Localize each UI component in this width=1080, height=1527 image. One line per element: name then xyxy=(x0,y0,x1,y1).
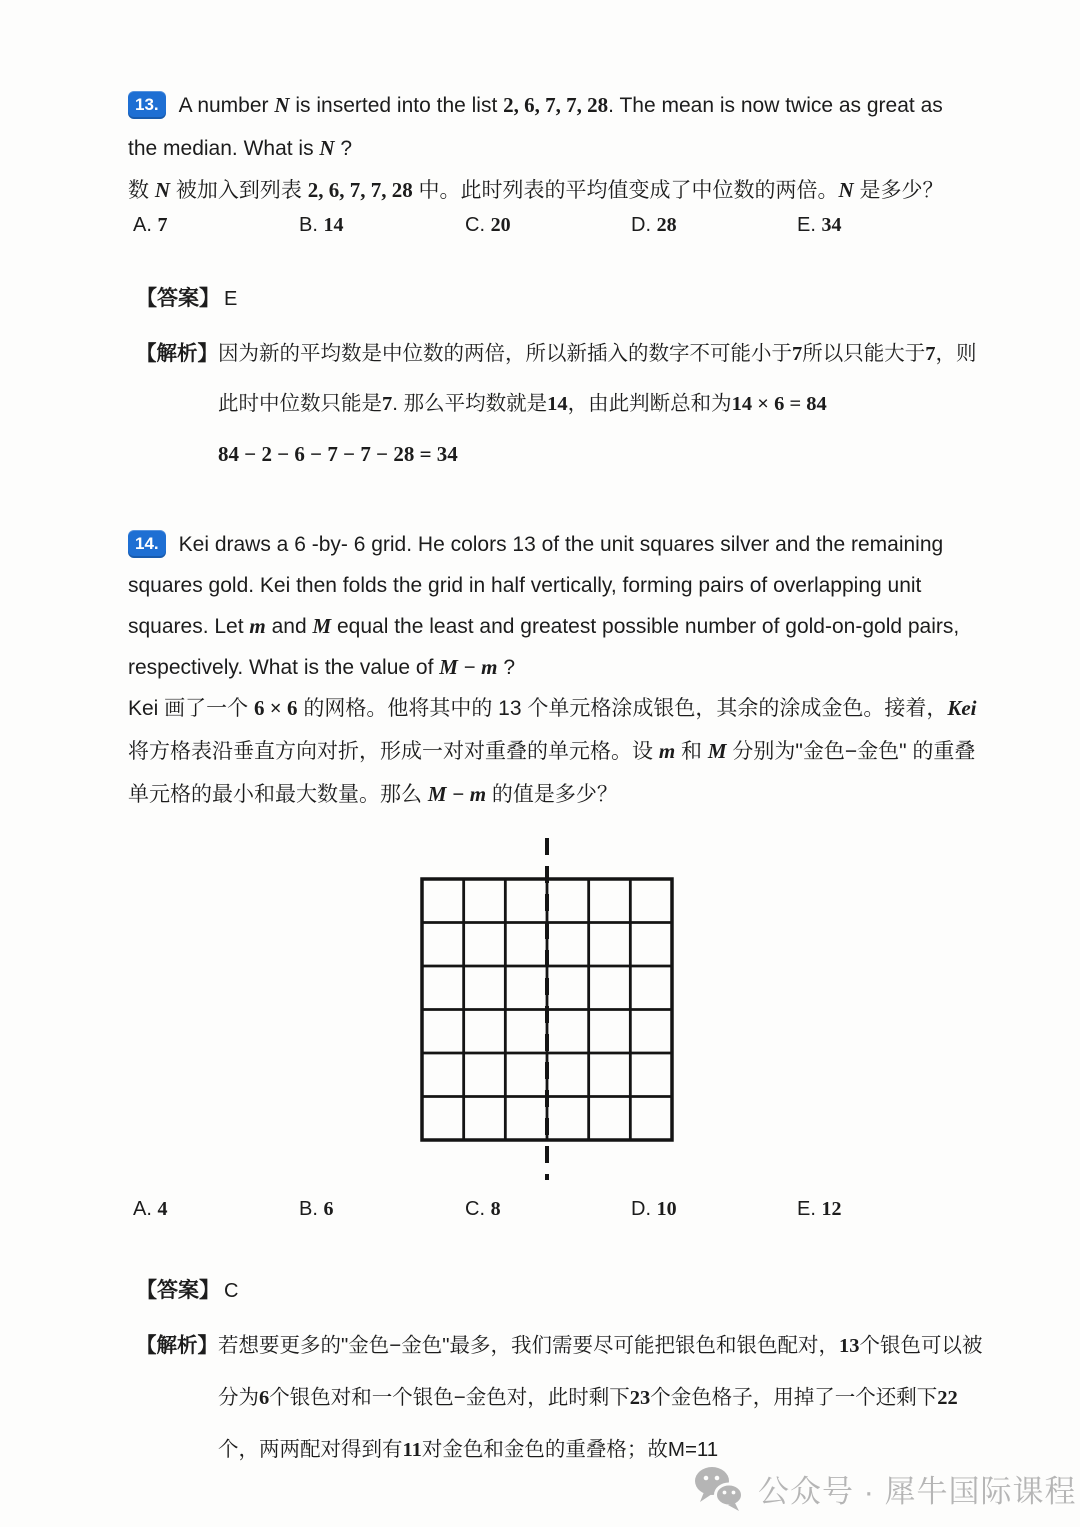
option-letter: C. xyxy=(465,1198,491,1220)
text-run: 和 xyxy=(675,740,708,763)
text-run: equal the least and greatest possible number of gold-on-gold pairs, respectively. What is the value of xyxy=(128,615,960,679)
option-a xyxy=(133,214,299,237)
problem-14-question-cn xyxy=(128,687,980,816)
text-run: N xyxy=(319,136,335,160)
text-run: 2, 6, 7, 7, 28 xyxy=(307,178,413,202)
option-letter: B. xyxy=(299,1198,324,1220)
option-letter: A. xyxy=(133,1198,158,1220)
text-run: N xyxy=(154,178,171,202)
problem-13-question-cn xyxy=(128,169,976,212)
problem-13-options-row xyxy=(133,214,981,237)
text-run: 个银色可以被分为 xyxy=(218,1334,983,1409)
text-run: Kei 画了一个 xyxy=(128,697,255,720)
text-run: A number xyxy=(178,94,275,117)
text-run: 7 xyxy=(382,393,393,415)
analysis-equation xyxy=(218,429,990,480)
option-letter: B. xyxy=(299,214,324,236)
option-letter: A. xyxy=(133,214,158,236)
option-value: 10 xyxy=(656,1198,677,1220)
watermark xyxy=(692,1464,1077,1512)
problem-14-options-row xyxy=(133,1198,981,1221)
six-by-six-grid xyxy=(400,830,700,1184)
problem-14-analysis xyxy=(136,1320,990,1476)
text-run: 6 × 6 xyxy=(254,696,298,720)
problem-13-en-text xyxy=(128,94,943,160)
text-run: is inserted into the list xyxy=(289,94,504,117)
analysis-label: 【解析】 xyxy=(136,1334,218,1357)
option-letter: D. xyxy=(631,214,657,236)
option-value: 28 xyxy=(656,214,677,236)
option-value: 4 xyxy=(157,1198,168,1220)
text-run: 因为新的平均数是中位数的两倍，所以新插入的数字不可能小于 xyxy=(218,342,792,365)
text-run: Kei draws a 6 -by- 6 grid. He colors 13 of the unit squares silver and the remaining squares gold. Kei then folds the grid in half vertically, forming pairs of overlapping unit squares. Let xyxy=(128,533,944,638)
option-letter: D. xyxy=(631,1198,657,1220)
option-d xyxy=(631,214,797,237)
text-run: 7 xyxy=(792,343,803,365)
option-c xyxy=(465,1198,631,1221)
text-run: 84 − 2 − 6 − 7 − 7 − 28 = 34 xyxy=(218,442,458,466)
problem-14-number-badge: 14. xyxy=(128,530,166,558)
text-run: N xyxy=(838,178,854,202)
analysis-label: 【解析】 xyxy=(136,342,218,365)
text-run: Kei xyxy=(947,696,977,720)
problem-13-question-en xyxy=(128,84,976,170)
problem-14-en-text xyxy=(128,533,959,679)
text-run: 个银色对和一个银色−金色对，此时剩下 xyxy=(269,1386,630,1409)
option-value: 14 xyxy=(323,214,344,236)
text-run: and xyxy=(265,615,313,638)
analysis-paragraph xyxy=(218,329,990,429)
text-run: M − m xyxy=(439,655,498,679)
text-run: 中。此时列表的平均值变成了中位数的两倍。 xyxy=(412,179,839,202)
text-run: 23 xyxy=(629,1387,651,1409)
text-run: . The mean is now twice as great as the median. What is xyxy=(128,94,943,160)
option-value: 7 xyxy=(157,214,168,236)
problem-13-analysis-body xyxy=(218,329,990,480)
option-value: 20 xyxy=(490,214,511,236)
text-run: 14 xyxy=(547,393,568,415)
option-c xyxy=(465,214,631,237)
option-value: 34 xyxy=(821,214,842,236)
text-run: ，则此时中位数只能是 xyxy=(218,342,977,415)
problem-13-answer-value: E xyxy=(224,288,238,310)
option-letter: C. xyxy=(465,214,491,236)
text-run: 对金色和金色的重叠格；故M=11 xyxy=(421,1438,719,1461)
text-run: ? xyxy=(334,137,353,160)
option-letter: E. xyxy=(797,214,822,236)
text-run: 所以只能大于 xyxy=(802,342,926,365)
text-run: 13 xyxy=(839,1335,860,1357)
text-run: 的网格。他将其中的 13 个单元格涂成银色，其余的涂成金色。接着， xyxy=(297,697,948,720)
wechat-icon xyxy=(692,1464,746,1512)
text-run: M xyxy=(312,614,332,638)
text-run: 若想要更多的"金色−金色"最多，我们需要尽可能把银色和银色配对， xyxy=(218,1334,840,1357)
text-run: ? xyxy=(497,656,515,679)
option-value: 6 xyxy=(323,1198,334,1220)
problem-14-question-en xyxy=(128,524,980,688)
text-run: 个，两两配对得到有 xyxy=(218,1438,403,1461)
text-run: M xyxy=(707,739,727,763)
option-e xyxy=(797,1198,963,1221)
answer-label: 【答案】 xyxy=(136,1279,220,1302)
option-b xyxy=(299,214,465,237)
text-run: 是多少？ xyxy=(853,179,944,202)
text-run: 22 xyxy=(937,1387,958,1409)
watermark-text: 公众号 · 犀牛国际课程 xyxy=(758,1473,1077,1509)
option-value: 12 xyxy=(821,1198,842,1220)
text-run: 的值是多少？ xyxy=(486,783,618,806)
text-run: N xyxy=(274,93,290,117)
text-run: 11 xyxy=(402,1439,422,1461)
text-run: m xyxy=(658,739,676,763)
option-d xyxy=(631,1198,797,1221)
text-run: 数 xyxy=(128,179,155,202)
text-run: 个金色格子，用掉了一个还剩下 xyxy=(650,1386,938,1409)
analysis-paragraph xyxy=(218,1320,990,1476)
text-run: 7 xyxy=(925,343,936,365)
option-a xyxy=(133,1198,299,1221)
answer-label: 【答案】 xyxy=(136,287,220,310)
problem-14-answer-row xyxy=(136,1274,238,1304)
problem-14-analysis-body xyxy=(218,1320,990,1476)
text-run: 6 xyxy=(259,1387,270,1409)
text-run: 被加入到列表 xyxy=(170,179,308,202)
problem-13-answer-row xyxy=(136,282,237,312)
problem-13-analysis xyxy=(136,329,990,480)
option-e xyxy=(797,214,963,237)
option-b xyxy=(299,1198,465,1221)
option-value: 8 xyxy=(490,1198,501,1220)
text-run: . 那么平均数就是 xyxy=(392,392,548,415)
option-letter: E. xyxy=(797,1198,822,1220)
problem-13-number-badge: 13. xyxy=(128,91,166,119)
text-run: M − m xyxy=(427,782,487,806)
text-run: m xyxy=(249,614,266,638)
text-run: 2, 6, 7, 7, 28 xyxy=(503,93,609,117)
text-run: 将方格表沿垂直方向对折，形成一对对重叠的单元格。设 xyxy=(128,740,659,763)
text-run: ，由此判断总和为 xyxy=(567,392,732,415)
text-run: 分别为"金色−金色" 的重叠单元格的最小和最大数量。那么 xyxy=(128,740,976,806)
text-run: 14 × 6 = 84 xyxy=(731,393,827,415)
problem-14-answer-value: C xyxy=(224,1280,239,1302)
grid-figure xyxy=(400,830,700,1184)
